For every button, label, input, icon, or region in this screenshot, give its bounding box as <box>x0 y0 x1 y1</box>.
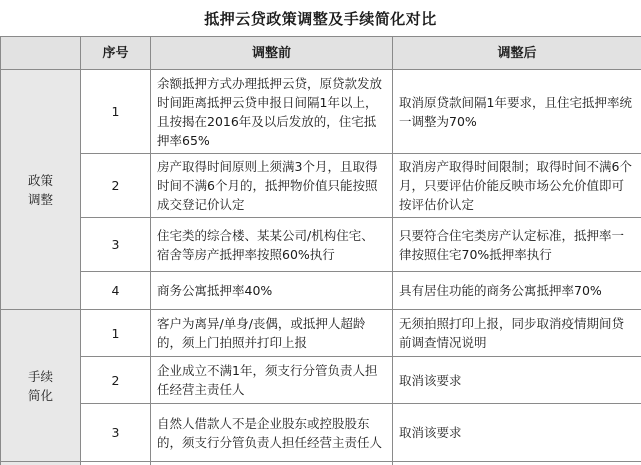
before-cell: 余额抵押方式办理抵押云贷，原贷款发放时间距离抵押云贷申报日间隔1年以上，且按揭在2016年及以后发放的，住宅抵押率65% <box>151 70 393 154</box>
table-row-partial <box>1 462 641 465</box>
document-title: 抵押云贷政策调整及手续简化对比 <box>204 9 437 28</box>
category-procedure-line-2: 简化 <box>27 387 53 403</box>
after-cell: 具有居住功能的商务公寓抵押率70% <box>393 272 641 310</box>
table-row <box>1 310 641 357</box>
before-cell: 商务公寓抵押率40% <box>151 272 393 310</box>
after-cell: 取消房产取得时间限制；取得时间不满6个月，只要评估价能反映市场公允价值即可按评估价认定 <box>393 154 641 218</box>
before-cell: 企业成立不满1年，须支行分管负责人担任经营主责任人 <box>151 357 393 404</box>
header-after: 调整后 <box>393 37 641 70</box>
row-number: 1 <box>81 310 151 357</box>
after-cell: 取消该要求 <box>393 357 641 404</box>
category-policy-line-2: 调整 <box>27 191 53 207</box>
after-cell: 只要符合住宅类房产认定标准，抵押率一律按照住宅70%抵押率执行 <box>393 218 641 272</box>
category-procedure-line-1: 手续 <box>27 368 53 384</box>
row-number: 2 <box>81 154 151 218</box>
after-cell: 取消该要求 <box>393 404 641 462</box>
table-row <box>1 272 641 310</box>
blank-cell <box>393 462 641 465</box>
row-number: 4 <box>81 272 151 310</box>
after-cell: 取消原贷款间隔1年要求，且住宅抵押率统一调整为70% <box>393 70 641 154</box>
table-row <box>1 154 641 218</box>
before-cell: 住宅类的综合楼、某某公司/机构住宅、宿舍等房产抵押率按照60%执行 <box>151 218 393 272</box>
category-policy-line-1: 政策 <box>27 172 53 188</box>
table-row <box>1 357 641 404</box>
category-procedure <box>1 310 81 462</box>
header-category <box>1 37 81 70</box>
before-cell: 自然人借款人不是企业股东或控股股东的，须支行分管负责人担任经营主责任人 <box>151 404 393 462</box>
header-before: 调整前 <box>151 37 393 70</box>
before-cell: 房产取得时间原则上须满3个月，且取得时间不满6个月的，抵押物价值只能按照成交登记价认定 <box>151 154 393 218</box>
row-number: 3 <box>81 404 151 462</box>
header-number: 序号 <box>81 37 151 70</box>
table-header-row <box>1 37 641 70</box>
after-cell: 无须拍照打印上报，同步取消疫情期间贷前调查情况说明 <box>393 310 641 357</box>
blank-cell <box>81 462 151 465</box>
comparison-table <box>0 36 641 465</box>
row-number: 2 <box>81 357 151 404</box>
table-row <box>1 218 641 272</box>
table-row <box>1 70 641 154</box>
blank-cell <box>151 462 393 465</box>
row-number: 1 <box>81 70 151 154</box>
row-number: 3 <box>81 218 151 272</box>
before-cell: 客户为离异/单身/丧偶，或抵押人超龄的，须上门拍照并打印上报 <box>151 310 393 357</box>
blank-cell <box>1 462 81 465</box>
table-row <box>1 404 641 462</box>
category-policy <box>1 70 81 310</box>
